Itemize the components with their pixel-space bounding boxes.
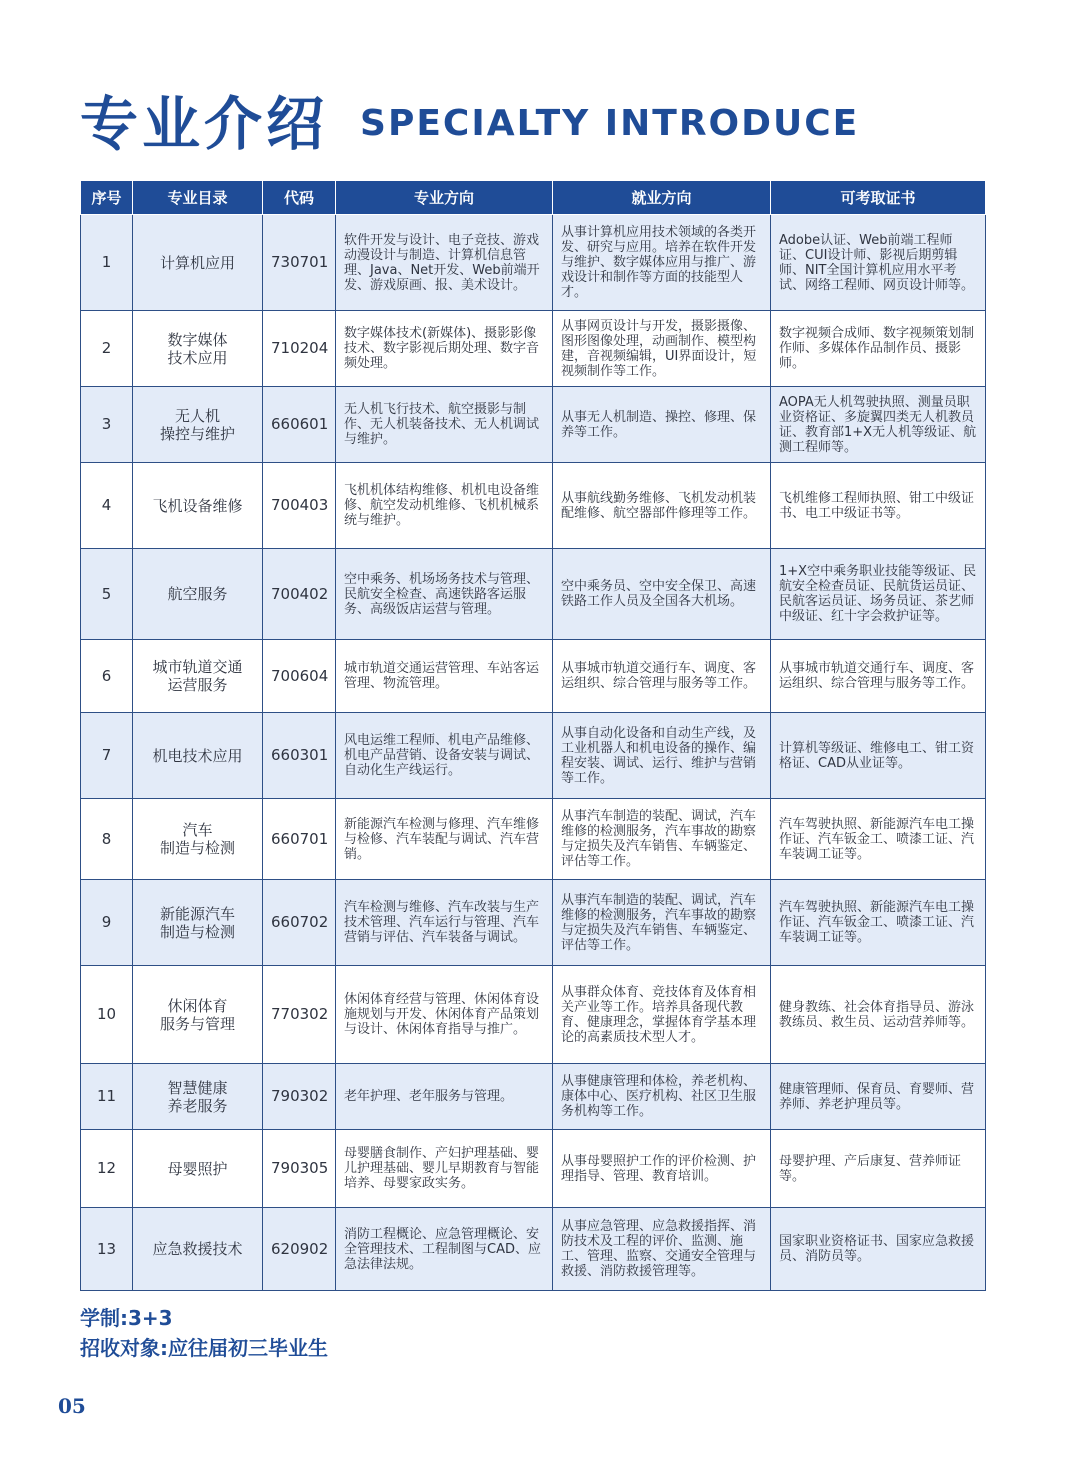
cell-code: 660301 (263, 713, 336, 799)
cell-direction: 数字媒体技术(新媒体)、摄影影像技术、数字影视后期处理、数字音频处理。 (336, 311, 553, 387)
cell-employment: 从事航线勤务维修、飞机发动机装配维修、航空器部件修理等工作。 (553, 463, 771, 549)
header-no: 序号 (81, 181, 133, 215)
cell-no: 4 (81, 463, 133, 549)
cell-name: 母婴照护 (133, 1130, 263, 1208)
cell-name: 休闲体育 服务与管理 (133, 966, 263, 1064)
cell-direction: 无人机飞行技术、航空摄影与制作、无人机装备技术、无人机调试与维护。 (336, 387, 553, 463)
page-number: 05 (58, 1394, 86, 1418)
cell-employment: 从事汽车制造的装配、调试，汽车维修的检测服务，汽车事故的勘察与定损失及汽车销售、车辆鉴定、评估等工作。 (553, 880, 771, 966)
cell-name: 城市轨道交通 运营服务 (133, 640, 263, 713)
cell-code: 730701 (263, 215, 336, 311)
cell-name: 汽车 制造与检测 (133, 799, 263, 880)
table-row (81, 880, 986, 966)
cell-name: 智慧健康 养老服务 (133, 1064, 263, 1130)
cell-employment: 从事无人机制造、操控、修理、保养等工作。 (553, 387, 771, 463)
cell-code: 790305 (263, 1130, 336, 1208)
cell-name: 新能源汽车 制造与检测 (133, 880, 263, 966)
table-row (81, 640, 986, 713)
table-header-row (81, 181, 986, 215)
table-row (81, 1064, 986, 1130)
header-name: 专业目录 (133, 181, 263, 215)
table-row (81, 311, 986, 387)
cell-direction: 城市轨道交通运营管理、车站客运管理、物流管理。 (336, 640, 553, 713)
cell-employment: 从事母婴照护工作的评价检测、护理指导、管理、教育培训。 (553, 1130, 771, 1208)
cell-direction: 新能源汽车检测与修理、汽车维修与检修、汽车装配与调试、汽车营销。 (336, 799, 553, 880)
cell-name: 机电技术应用 (133, 713, 263, 799)
cell-employment: 从事汽车制造的装配、调试，汽车维修的检测服务，汽车事故的勘察与定损失及汽车销售、车辆鉴定、评估等工作。 (553, 799, 771, 880)
cell-no: 11 (81, 1064, 133, 1130)
cell-name: 飞机设备维修 (133, 463, 263, 549)
cell-employment: 从事网页设计与开发，摄影摄像、图形图像处理，动画制作、模型构建，音视频编辑，UI界面设计，短视频制作等工作。 (553, 311, 771, 387)
cell-name: 数字媒体 技术应用 (133, 311, 263, 387)
cell-name: 计算机应用 (133, 215, 263, 311)
header-code: 代码 (263, 181, 336, 215)
table-row (81, 1208, 986, 1291)
cell-cert: 健康管理师、保育员、育婴师、营养师、养老护理员等。 (771, 1064, 986, 1130)
cell-direction: 汽车检测与维修、汽车改装与生产技术管理、汽车运行与管理、汽车营销与评估、汽车装备与调试。 (336, 880, 553, 966)
cell-direction: 风电运维工程师、机电产品维修、机电产品营销、设备安装与调试、自动化生产线运行。 (336, 713, 553, 799)
cell-no: 12 (81, 1130, 133, 1208)
cell-name: 应急救援技术 (133, 1208, 263, 1291)
cell-cert: AOPA无人机驾驶执照、测量员职业资格证、多旋翼四类无人机教员证、教育部1+X无人机等级证、航测工程师等。 (771, 387, 986, 463)
table-row (81, 387, 986, 463)
cell-cert: 1+X空中乘务职业技能等级证、民航安全检查员证、民航货运员证、民航客运员证、场务员证、茶艺师中级证、红十字会救护证等。 (771, 549, 986, 640)
table-row (81, 549, 986, 640)
cell-direction: 休闲体育经营与管理、休闲体育设施规划与开发、休闲体育产品策划与设计、休闲体育指导与推广。 (336, 966, 553, 1064)
cell-cert: 飞机维修工程师执照、钳工中级证书、电工中级证书等。 (771, 463, 986, 549)
cell-no: 2 (81, 311, 133, 387)
cell-no: 7 (81, 713, 133, 799)
cell-cert: 数字视频合成师、数字视频策划制作师、多媒体作品制作员、摄影师。 (771, 311, 986, 387)
cell-no: 5 (81, 549, 133, 640)
cell-employment: 空中乘务员、空中安全保卫、高速铁路工作人员及全国各大机场。 (553, 549, 771, 640)
table-row (81, 966, 986, 1064)
cell-no: 3 (81, 387, 133, 463)
cell-cert: Adobe认证、Web前端工程师证、CUI设计师、影视后期剪辑师、NIT全国计算机应用水平考试、网络工程师、网页设计师等。 (771, 215, 986, 311)
cell-direction: 软件开发与设计、电子竞技、游戏动漫设计与制造、计算机信息管理、Java、Net开发、Web前端开发、游戏原画、报、美术设计。 (336, 215, 553, 311)
header-cert: 可考取证书 (771, 181, 986, 215)
school-system-text: 学制:3+3 (80, 1306, 173, 1330)
enrollment-target-text: 招收对象:应往届初三毕业生 (80, 1336, 328, 1360)
cell-cert: 健身教练、社会体育指导员、游泳教练员、救生员、运动营养师等。 (771, 966, 986, 1064)
cell-direction: 空中乘务、机场场务技术与管理、民航安全检查、高速铁路客运服务、高级饭店运营与管理。 (336, 549, 553, 640)
table-row (81, 799, 986, 880)
title-english: SPECIALTY INTRODUCE (360, 103, 860, 144)
cell-cert: 从事城市轨道交通行车、调度、客运组织、综合管理与服务等工作。 (771, 640, 986, 713)
header-employment: 就业方向 (553, 181, 771, 215)
cell-cert: 汽车驾驶执照、新能源汽车电工操作证、汽车钣金工、喷漆工证、汽车装调工证等。 (771, 799, 986, 880)
cell-employment: 从事应急管理、应急救援指挥、消防技术及工程的评价、监测、施工、管理、监察、交通安全管理与救援、消防救援管理等。 (553, 1208, 771, 1291)
header-direction: 专业方向 (336, 181, 553, 215)
cell-direction: 消防工程概论、应急管理概论、安全管理技术、工程制图与CAD、应急法律法规。 (336, 1208, 553, 1291)
cell-code: 620902 (263, 1208, 336, 1291)
cell-code: 700604 (263, 640, 336, 713)
cell-employment: 从事健康管理和体检，养老机构、康体中心、医疗机构、社区卫生服务机构等工作。 (553, 1064, 771, 1130)
page-title (80, 84, 859, 164)
title-chinese: 专业介绍 (80, 90, 329, 158)
cell-no: 6 (81, 640, 133, 713)
cell-direction: 老年护理、老年服务与管理。 (336, 1064, 553, 1130)
cell-code: 660701 (263, 799, 336, 880)
cell-no: 8 (81, 799, 133, 880)
cell-name: 无人机 操控与维护 (133, 387, 263, 463)
table-row (81, 1130, 986, 1208)
cell-cert: 计算机等级证、维修电工、钳工资格证、CAD从业证等。 (771, 713, 986, 799)
cell-code: 660601 (263, 387, 336, 463)
cell-no: 13 (81, 1208, 133, 1291)
cell-code: 790302 (263, 1064, 336, 1130)
table-row (81, 713, 986, 799)
cell-code: 660702 (263, 880, 336, 966)
cell-no: 1 (81, 215, 133, 311)
specialty-table (80, 180, 986, 1291)
cell-code: 700402 (263, 549, 336, 640)
cell-cert: 母婴护理、产后康复、营养师证等。 (771, 1130, 986, 1208)
cell-employment: 从事群众体育、竞技体育及体育相关产业等工作。培养具备现代教育、健康理念，掌握体育学基本理论的高素质技术型人才。 (553, 966, 771, 1064)
cell-code: 700403 (263, 463, 336, 549)
cell-cert: 国家职业资格证书、国家应急救援员、消防员等。 (771, 1208, 986, 1291)
cell-code: 770302 (263, 966, 336, 1064)
specialty-table-wrapper (80, 180, 985, 1291)
cell-no: 10 (81, 966, 133, 1064)
table-row (81, 463, 986, 549)
cell-cert: 汽车驾驶执照、新能源汽车电工操作证、汽车钣金工、喷漆工证、汽车装调工证等。 (771, 880, 986, 966)
cell-direction: 母婴膳食制作、产妇护理基础、婴儿护理基础、婴儿早期教育与智能培养、母婴家政实务。 (336, 1130, 553, 1208)
cell-no: 9 (81, 880, 133, 966)
cell-name: 航空服务 (133, 549, 263, 640)
table-row (81, 215, 986, 311)
cell-direction: 飞机机体结构维修、机机电设备维修、航空发动机维修、飞机机械系统与维护。 (336, 463, 553, 549)
cell-employment: 从事计算机应用技术领域的各类开发、研究与应用。培养在软件开发与维护、数字媒体应用与推广、游戏设计和制作等方面的技能型人才。 (553, 215, 771, 311)
cell-employment: 从事自动化设备和自动生产线，及工业机器人和机电设备的操作、编程安装、调试、运行、维护与营销等工作。 (553, 713, 771, 799)
cell-code: 710204 (263, 311, 336, 387)
cell-employment: 从事城市轨道交通行车、调度、客运组织、综合管理与服务等工作。 (553, 640, 771, 713)
